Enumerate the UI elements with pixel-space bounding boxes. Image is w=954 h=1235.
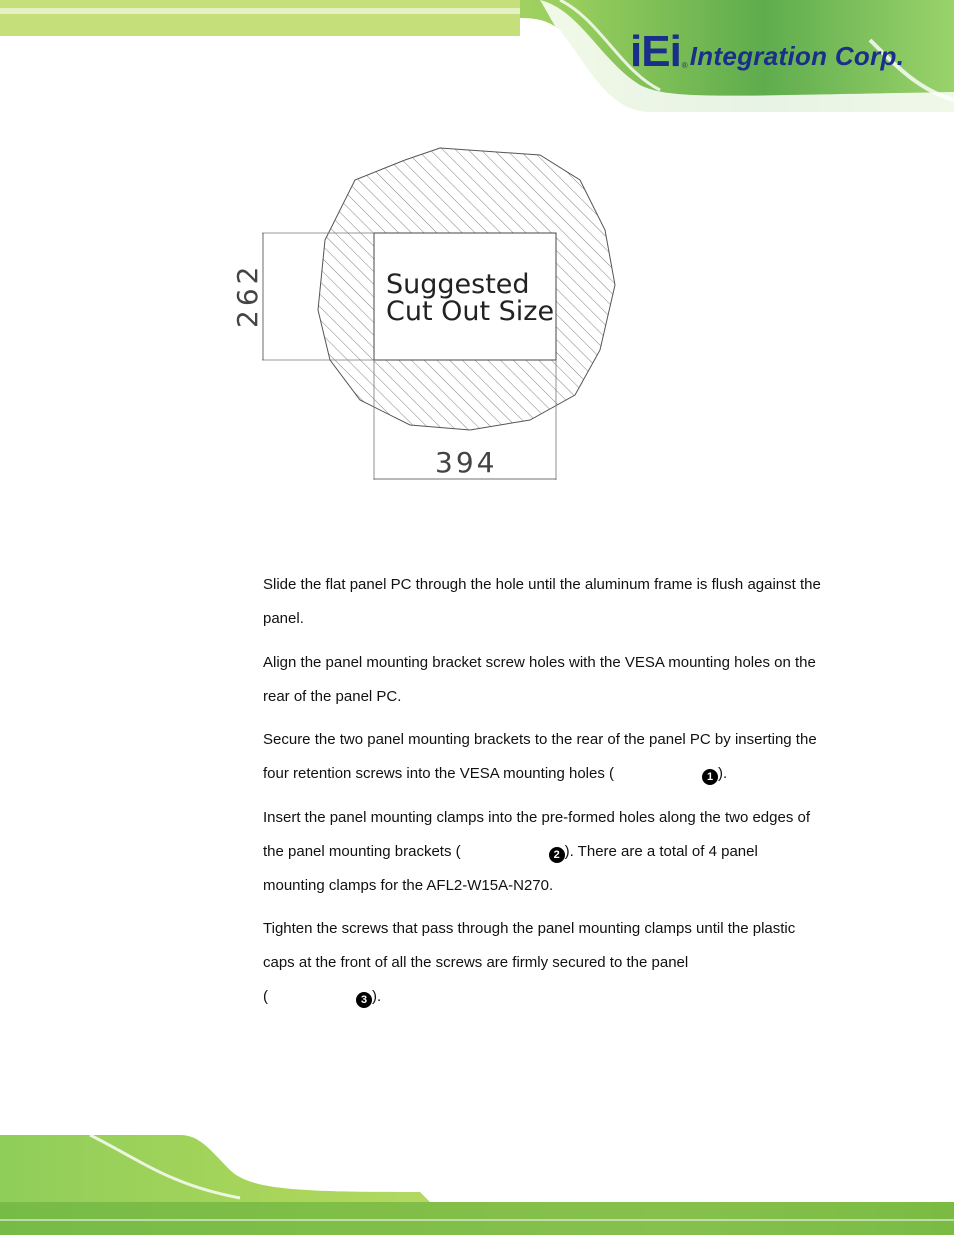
company-logo xyxy=(630,26,904,74)
logo-mark: iEi xyxy=(630,27,681,76)
logo-text: Integration Corp. xyxy=(689,41,905,71)
callout-marker-3: 3 xyxy=(356,992,372,1008)
cutout-diagram xyxy=(225,140,645,490)
logo-registered: ® xyxy=(681,61,688,70)
width-dimension-label: 394 xyxy=(435,446,498,479)
height-dimension-label: 262 xyxy=(231,262,264,328)
cutout-label-line2: Cut Out Size xyxy=(386,296,555,327)
step-2: Align the panel mounting bracket screw holes with the VESA mounting holes on the rear of the panel PC. xyxy=(263,653,816,705)
instruction-steps xyxy=(263,568,823,1024)
callout-marker-2: 2 xyxy=(549,847,565,863)
cutout-label-line1: Suggested xyxy=(386,269,530,300)
step-3: Secure the two panel mounting brackets to the rear of the panel PC by inserting the four retention screws into the VESA mounting holes ( 1 ). xyxy=(263,731,817,783)
step-4: Insert the panel mounting clamps into the pre-formed holes along the two edges of the panel mounting brackets ( 2 ). There are a total of 4 panel mounting clamps for the AFL2-W15A-N270. xyxy=(263,808,810,894)
callout-marker-1: 1 xyxy=(702,769,718,785)
step-1: Slide the flat panel PC through the hole until the aluminum frame is flush against the panel. xyxy=(263,576,821,627)
step-5: Tighten the screws that pass through the panel mounting clamps until the plastic caps at the front of all the screws are firmly secured to the panel ( 3 ). xyxy=(263,920,796,1006)
footer-banner xyxy=(0,1130,954,1235)
